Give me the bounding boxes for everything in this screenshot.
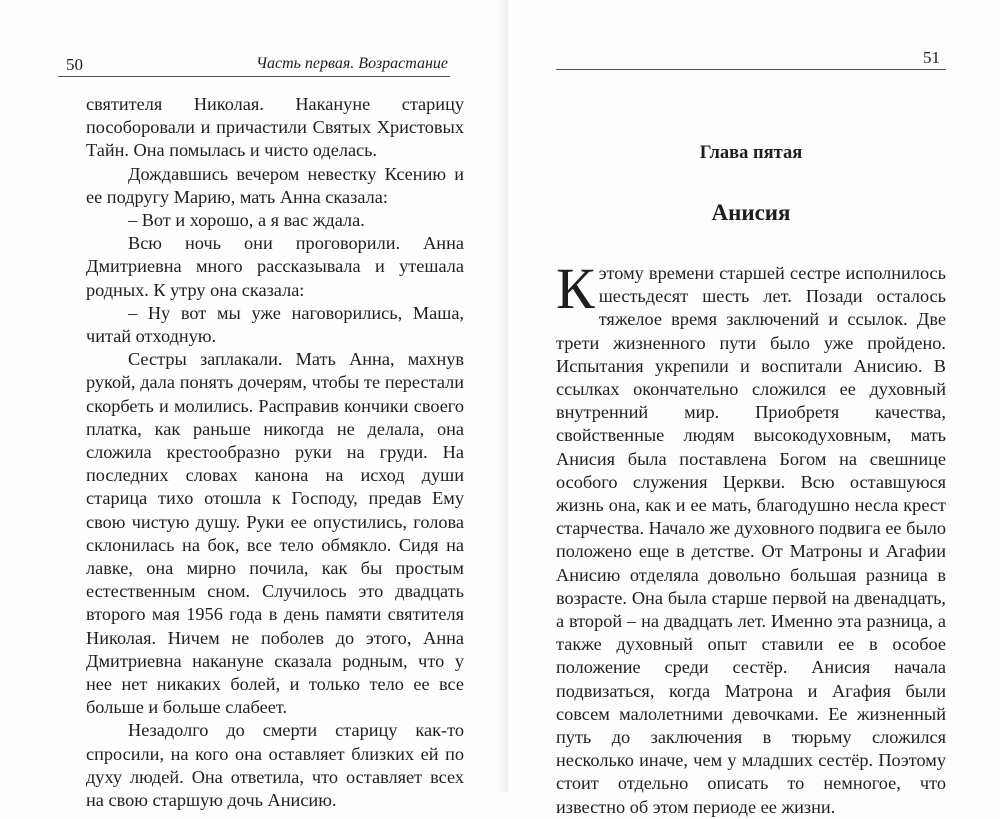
right-page (508, 0, 1000, 817)
chapter-label: Глава пятая (699, 143, 803, 163)
paragraph-text: этому времени старшей сестре исполнилось шестьдесят шесть лет. Позади осталось тяжелое время заключений и ссылок. Две трети жизненного пути было уже пройдено. Испытания укрепили и воспитали Анисию. В ссылках окончательно сложился ее духовный внутренний мир. Приобретя качества, свойственные людям высокодуховным, мать Анисия была поставлена Богом на свешнице особого служения Церкви. Всю оставшуюся жизнь она, как и ее мать, благодушно несла крест старчества. Начало же духовного подвига ее было положено еще в детстве. От Матроны и Агафии Анисию отделяла довольно большая разница в возрасте. Она была старше первой на двенадцать, а второй – на двадцать лет. Именно эта разница, а также духовный опыт ставили ее в особое положение среди сестёр. Анисия начала подвизаться, когда Матрона и Агафия были совсем малолетними девочками. Ее жизненный путь до заключения в тюрьму сложился несколько иначе, чем у младших сестёр. Поэтому стоит отдельно описать то немногое, что известно об этом периоде ее жизни. (556, 263, 946, 817)
paragraph: святителя Николая. Накануне старицу пособоровали и причастили Святых Христовых Тайн. Она помылась и чисто оделась. (86, 94, 464, 161)
section-title: Часть первая. Возрастание (255, 55, 448, 72)
page-number: 50 (66, 55, 83, 74)
running-head-left (58, 54, 450, 77)
dialogue-line: – Вот и хорошо, а я вас ждала. (128, 210, 365, 231)
chapter-title: Анисия (711, 200, 791, 225)
paragraph: Всю ночь они проговорили. Анна Дмитриевна много рассказывала и утешала родных. К утру она сказала: (86, 233, 464, 300)
drop-cap: К (556, 256, 595, 321)
paragraph: Незадолго до смерти старицу как-то спросили, на кого она оставляет близких ей по духу людей. Она ответила, что оставляет всех на свою старшую дочь Анисию. (86, 720, 464, 811)
paragraph: Сестры заплакали. Мать Анна, махнув рукой, дала понять дочерям, чтобы те перестали скорбеть и молились. Расправив кончики своего платка, как раньше никогда не делала, она сложила крестообразно руки на груди. На последних словах канона на исход души старица тихо отошла к Господу, предав Ему свою чистую душу. Руки ее опустились, голова склонилась на бок, все тело обмякло. Сидя на лавке, она мирно почила, как бы простым естественным сном. Случилось это двадцать второго мая 1956 года в день памяти святителя Николая. Ничем не поболев до этого, Анна Дмитриевна накануне сказала родным, что у нее нет никаких болей, и только тело ее все больше и больше слабеет. (86, 349, 464, 718)
running-head-right (556, 47, 946, 70)
left-body-text (86, 93, 464, 812)
right-body-text (556, 256, 946, 819)
page-number: 51 (923, 48, 940, 67)
paragraph (556, 256, 946, 819)
paragraph: Дождавшись вечером невестку Ксению и ее подругу Марию, мать Анна сказала: (86, 163, 464, 207)
dialogue-line: – Ну вот мы уже наговорились, Маша, читай отходную. (86, 302, 464, 347)
